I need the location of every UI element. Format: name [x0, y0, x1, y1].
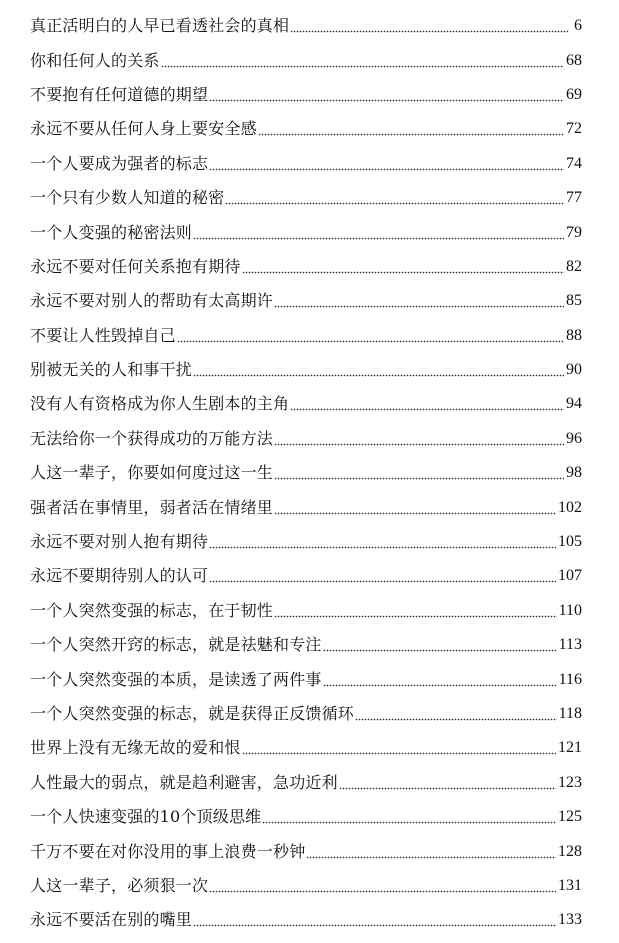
toc-entry-page-number: 116 [558, 670, 582, 688]
toc-entry[interactable] [30, 43, 582, 77]
toc-entry[interactable] [30, 78, 582, 112]
toc-entry-title: 一个人要成为强者的标志 [30, 153, 209, 173]
toc-entry-page-number: 102 [558, 498, 582, 516]
dot-leader [258, 119, 564, 139]
dot-leader [209, 876, 556, 896]
toc-entry[interactable] [30, 353, 582, 387]
toc-entry-title: 千万不要在对你没用的事上浪费一秒钟 [30, 841, 306, 861]
toc-entry-page-number: 123 [558, 773, 582, 791]
toc-entry-page-number: 94 [566, 395, 582, 413]
toc-entry[interactable] [30, 869, 582, 903]
dot-leader [290, 16, 568, 36]
toc-entry-page-number: 125 [558, 808, 582, 826]
toc-entry-page-number: 6 [574, 17, 582, 35]
toc-entry-title: 一个人突然变强的标志，在于韧性 [30, 600, 274, 620]
toc-entry-page-number: 68 [566, 51, 582, 69]
toc-entry-title: 强者活在事情里，弱者活在情绪里 [30, 497, 274, 517]
toc-entry[interactable] [30, 559, 582, 593]
dot-leader [193, 360, 564, 380]
toc-entry-title: 真正活明白的人早已看透社会的真相 [30, 16, 290, 36]
toc-entry-title: 你和任何人的关系 [30, 50, 160, 70]
toc-entry-page-number: 79 [566, 223, 582, 241]
toc-entry[interactable] [30, 422, 582, 456]
toc-entry-page-number: 82 [566, 257, 582, 275]
toc-entry-title: 永远不要活在别的嘴里 [30, 910, 193, 930]
dot-leader [193, 223, 564, 243]
toc-entry-page-number: 72 [566, 120, 582, 138]
dot-leader [177, 326, 564, 346]
toc-entry-title: 一个人突然变强的标志，就是获得正反馈循环 [30, 704, 355, 723]
toc-entry[interactable] [30, 800, 582, 834]
toc-entry-page-number: 133 [558, 911, 582, 929]
toc-entry-title: 无法给你一个获得成功的万能方法 [30, 428, 274, 448]
dot-leader [242, 257, 564, 277]
toc-entry-title: 永远不要期待别人的认可 [30, 566, 209, 586]
table-of-contents [30, 9, 582, 938]
toc-entry-page-number: 85 [566, 292, 582, 310]
dot-leader [193, 910, 556, 930]
toc-entry[interactable] [30, 490, 582, 524]
toc-entry-title: 一个人突然变强的本质，是读透了两件事 [30, 669, 322, 689]
dot-leader [355, 704, 557, 724]
toc-entry[interactable] [30, 662, 582, 696]
toc-entry-title: 一个人变强的秘密法则 [30, 222, 193, 242]
dot-leader [209, 85, 564, 105]
dot-leader [274, 291, 564, 311]
toc-entry-page-number: 131 [558, 876, 582, 894]
toc-entry[interactable] [30, 147, 582, 181]
toc-entry-page-number: 96 [566, 429, 582, 447]
toc-entry-title: 一个只有少数人知道的秘密 [30, 188, 225, 208]
dot-leader [274, 429, 564, 449]
toc-entry[interactable] [30, 456, 582, 490]
toc-entry-page-number: 88 [566, 326, 582, 344]
toc-entry[interactable] [30, 250, 582, 284]
toc-entry[interactable] [30, 834, 582, 868]
dot-leader [262, 807, 556, 827]
toc-entry-title: 永远不要对别人抱有期待 [30, 532, 209, 552]
dot-leader [161, 51, 564, 71]
dot-leader [306, 842, 556, 862]
toc-entry-page-number: 74 [566, 154, 582, 172]
toc-entry-page-number: 128 [558, 842, 582, 860]
toc-entry-title: 人性最大的弱点，就是趋利避害，急功近利 [30, 772, 338, 792]
toc-entry[interactable] [30, 112, 582, 146]
toc-entry-title: 不要抱有任何道德的期望 [30, 84, 209, 104]
dot-leader [323, 670, 557, 690]
toc-entry-page-number: 113 [558, 636, 582, 654]
toc-entry-page-number: 105 [558, 533, 582, 551]
dot-leader [339, 773, 556, 793]
toc-entry-title: 世界上没有无缘无故的爱和恨 [30, 738, 241, 758]
toc-entry-page-number: 118 [558, 705, 582, 722]
dot-leader [274, 498, 556, 518]
toc-entry-title: 人这一辈子，你要如何度过这一生 [30, 463, 274, 483]
toc-entry[interactable] [30, 319, 582, 353]
dot-leader [274, 601, 557, 621]
dot-leader [274, 463, 564, 483]
toc-entry[interactable] [30, 525, 582, 559]
toc-entry[interactable] [30, 9, 582, 43]
toc-entry-page-number: 69 [566, 85, 582, 103]
dot-leader [242, 738, 556, 758]
toc-entry-page-number: 77 [566, 189, 582, 207]
toc-entry[interactable] [30, 594, 582, 628]
dot-leader [323, 635, 557, 655]
toc-entry-title: 永远不要从任何人身上要安全感 [30, 119, 257, 139]
toc-entry[interactable] [30, 284, 582, 318]
toc-entry-title: 永远不要对别人的帮助有太高期许 [30, 291, 274, 311]
toc-entry[interactable] [30, 731, 582, 765]
toc-entry[interactable] [30, 697, 582, 731]
toc-entry-title: 一个人突然开窍的标志，就是祛魅和专注 [30, 635, 322, 655]
toc-entry-page-number: 90 [566, 361, 582, 379]
toc-entry-title: 不要让人性毁掉自己 [30, 325, 176, 345]
toc-entry[interactable] [30, 181, 582, 215]
toc-entry-page-number: 121 [558, 739, 582, 757]
toc-entry[interactable] [30, 766, 582, 800]
toc-entry-page-number: 98 [566, 464, 582, 482]
toc-entry-title: 人这一辈子，必须狠一次 [30, 875, 209, 895]
toc-entry-title: 没有人有资格成为你人生剧本的主角 [30, 394, 290, 414]
toc-entry-title: 永远不要对任何关系抱有期待 [30, 256, 241, 276]
toc-entry[interactable] [30, 387, 582, 421]
dot-leader [209, 566, 556, 586]
dot-leader [209, 532, 556, 552]
toc-entry-title: 一个人快速变强的10个顶级思维 [30, 807, 262, 827]
toc-entry[interactable] [30, 215, 582, 249]
toc-entry-page-number: 110 [558, 601, 582, 619]
toc-entry-page-number: 107 [558, 567, 582, 585]
dot-leader [290, 394, 564, 414]
toc-entry[interactable] [30, 628, 582, 662]
toc-entry-title: 别被无关的人和事干扰 [30, 360, 193, 380]
dot-leader [225, 188, 564, 208]
toc-entry[interactable] [30, 903, 582, 937]
dot-leader [209, 154, 564, 174]
